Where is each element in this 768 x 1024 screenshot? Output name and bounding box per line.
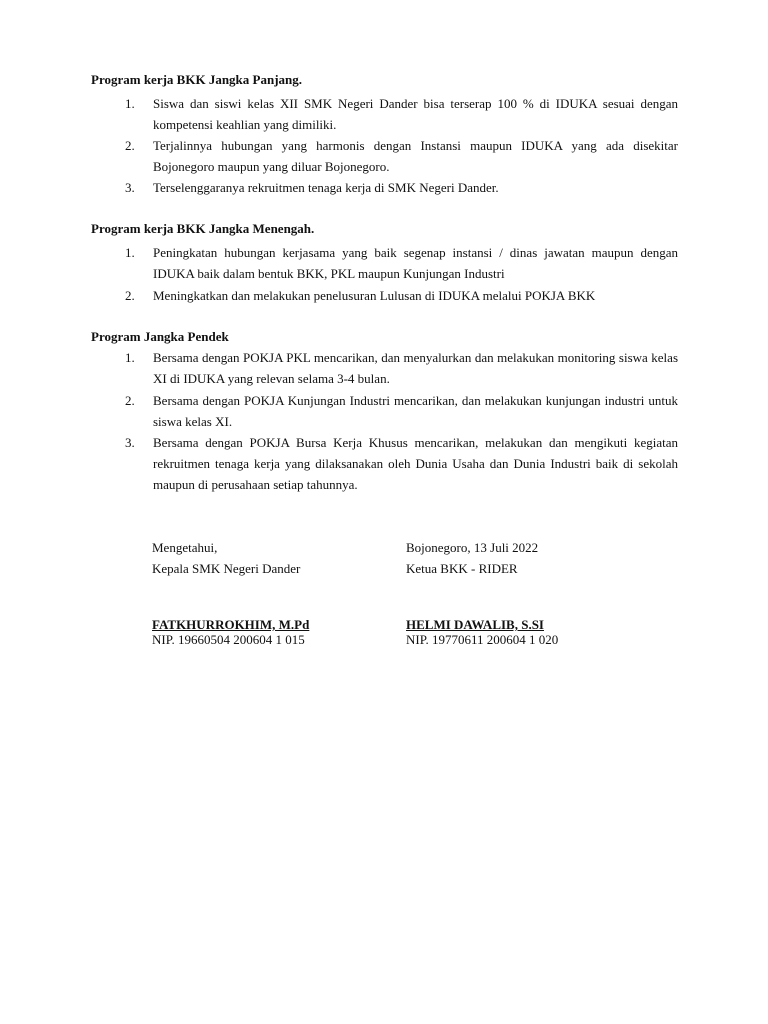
list-item-text: Siswa dan siswi kelas XII SMK Negeri Dander bisa terserap 100 % di IDUKA sesuai dengan kompetensi keahlian yang dimiliki. [153, 96, 678, 132]
signature-name-block-left [152, 617, 309, 647]
list-item-text: Bersama dengan POKJA Kunjungan Industri mencarikan, dan melakukan kunjungan industri untuk siswa kelas XI. [153, 393, 678, 429]
section-heading-medium-term: Program kerja BKK Jangka Menengah. [91, 221, 315, 236]
section-heading-short-term: Program Jangka Pendek [91, 329, 229, 344]
signatory-nip: NIP. 19770611 200604 1 020 [406, 632, 559, 647]
list-item [91, 135, 678, 177]
signatory-nip: NIP. 19660504 200604 1 015 [152, 632, 305, 647]
list-item-text: Terjalinnya hubungan yang harmonis dengan Instansi maupun IDUKA yang ada disekitar Bojonegoro maupun yang diluar Bojonegoro. [153, 138, 678, 174]
signatory-name: HELMI DAWALIB, S.SI [406, 617, 544, 632]
list-item [91, 93, 678, 135]
signature-block-left [152, 537, 300, 579]
list-item-text: Bersama dengan POKJA Bursa Kerja Khusus mencarikan, melakukan dan mengikuti kegiatan rekruitmen tenaga kerja yang dilaksanakan oleh Dunia Usaha dan Dunia Industri baik di sekolah maupun di perusahaan setiap tahunnya. [153, 435, 678, 492]
list-item-text: Meningkatkan dan melakukan penelusuran Lulusan di IDUKA melalui POKJA BKK [153, 288, 596, 303]
list-item-number: 3. [125, 180, 135, 195]
list-item-text: Terselenggaranya rekruitmen tenaga kerja di SMK Negeri Dander. [153, 180, 499, 195]
list-item-number: 3. [125, 435, 135, 450]
list-item-text: Peningkatan hubungan kerjasama yang baik segenap instansi / dinas jawatan maupun dengan IDUKA baik dalam bentuk BKK, PKL maupun Kunjungan Industri [153, 245, 678, 281]
list-item-number: 1. [125, 245, 135, 260]
list-item-number: 2. [125, 288, 135, 303]
signature-name-block-right [406, 617, 558, 647]
list-item [91, 177, 678, 198]
list-item-number: 1. [125, 350, 135, 365]
list-item-number: 2. [125, 393, 135, 408]
signatory-name: FATKHURROKHIM, M.Pd [152, 617, 310, 632]
list-item [91, 242, 678, 284]
list-item-text: Bersama dengan POKJA PKL mencarikan, dan menyalurkan dan melakukan monitoring siswa kelas XI di IDUKA yang relevan selama 3-4 bulan. [153, 350, 678, 386]
list-item [91, 285, 678, 306]
signature-block-right [406, 537, 538, 579]
signature-position: Ketua BKK - RIDER [406, 561, 518, 576]
signature-position: Kepala SMK Negeri Dander [152, 561, 301, 576]
signature-acknowledge-label: Mengetahui, [152, 540, 218, 555]
list-item-number: 2. [125, 138, 135, 153]
list-item [91, 390, 678, 432]
signature-place-date: Bojonegoro, 13 Juli 2022 [406, 540, 539, 555]
section-heading-long-term: Program kerja BKK Jangka Panjang. [91, 72, 303, 87]
list-item [91, 432, 678, 495]
list-item [91, 347, 678, 389]
list-item-number: 1. [125, 96, 135, 111]
